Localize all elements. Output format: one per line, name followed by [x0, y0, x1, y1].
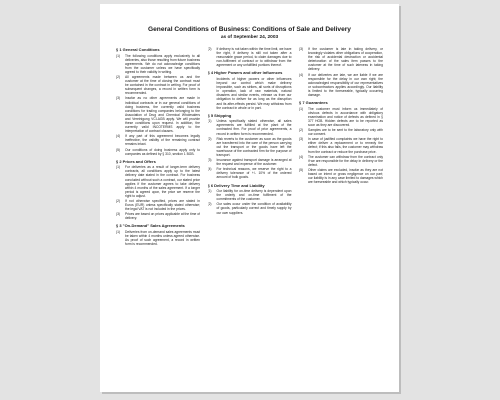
clause: [208, 158, 292, 166]
section-heading: § 7 Guarantees: [299, 100, 328, 106]
column-left: [116, 47, 200, 387]
clause-text: Our sales occur under the condition of availability of goods, particularly correct and timely supply by our own suppliers.: [216, 202, 292, 215]
clause-number: (2): [207, 136, 212, 141]
clause-number: (2): [207, 202, 212, 207]
clause-text: Incidents of higher powers or other influences beyond our control which make delivery impossible, such as strikes, all sorts of disruptions in operation, lack of raw materials, natural disasters and similar events, release us from our obligation to deliver for as long as the disruption and its after-effects persist. We may withdraw from the contract in whole or in part.: [216, 76, 292, 110]
clause-text: Other claims are excluded, insofar as they are not based on intent or gross negligence on our part; our liability is in any case limited to damages which are foreseeable and which typically occur.: [308, 167, 383, 185]
clause: [116, 165, 200, 198]
clause: [208, 77, 292, 110]
clause: [208, 189, 292, 201]
clause: [116, 96, 200, 133]
clause-text: Our conditions of doing business apply only to companies as defined by § 310, section 1 BGB.: [125, 147, 200, 156]
clause-number: (4): [299, 72, 304, 77]
clause-number: (2): [207, 47, 212, 51]
section: [208, 183, 292, 215]
clause-number: (3): [116, 96, 121, 101]
clause-text: If not otherwise specified, prices are stated in Euros (EUR) unless specifically stated otherwise; the legal VAT is not included in the prices.: [125, 199, 200, 212]
clause: [299, 107, 383, 127]
clause-number: (4): [299, 154, 304, 159]
clause-text: Risk reverts to the customer as soon as the goods are transferred into the care of the person carrying out the transport or the goods have left the warehouse of the contracted firm for the purpose of transport.: [216, 136, 292, 157]
section-heading: § 5 Shipping: [207, 112, 232, 118]
clause-text: For deliveries as a result of longer-term delivery contracts, all conditions apply up to the latest delivery date stated in the contract. For business concluded without such a contract, our stated price applies if the customer agrees to take delivery within 4 months of the sales agreement. If a longer period is agreed upon, the price we reserve the right to adjust.: [125, 165, 200, 198]
section: [208, 70, 292, 109]
section: [208, 47, 292, 67]
clause: [116, 134, 200, 146]
clause: [208, 167, 292, 179]
clause: [299, 73, 383, 98]
clause: [116, 230, 200, 246]
clause: [299, 155, 383, 167]
clause: [208, 202, 292, 214]
clause-text: Insurance against transport damage is arranged at the request and expense of the customer.: [216, 158, 292, 167]
clause-text: Samples are to be sent to the laboratory only with our consent.: [308, 128, 383, 137]
clause-number: (3): [207, 158, 212, 163]
clause-number: (2): [116, 199, 121, 203]
clause-text: The customer must inform us immediately of obvious defects in accordance with obligatory examination and notice of defects as defined in § 377 HGB. Hidden defects are to be reported as soon as they are discovered.: [308, 106, 383, 127]
section-heading: § 6 Delivery Time and Liability: [207, 182, 265, 188]
clause-text: Deliveries from on-demand sales agreements must be taken within 4 months unless agreed otherwise. As proof of such agreement, a record in written form is recommended.: [125, 229, 200, 247]
section: [116, 159, 200, 221]
column-middle: [208, 47, 292, 387]
clause: [299, 128, 383, 136]
clause-number: (5): [299, 167, 304, 172]
clause: [116, 199, 200, 211]
document-page: [100, 4, 399, 392]
clause-text: All agreements made between us and the customer at the time of closing the contract must be contained in the contract in writing. For proof of subsequent changes, a record in written form is recommended.: [125, 74, 200, 96]
clause: [299, 137, 383, 153]
section: [299, 100, 383, 184]
clause-number: (3): [116, 212, 121, 217]
clause: [208, 137, 292, 157]
clause-text: Prices are based on prices applicable at the time of delivery.: [125, 212, 200, 221]
clause-number: (3): [299, 137, 304, 142]
clause: [299, 47, 383, 72]
clause-number: (2): [299, 128, 304, 133]
clause: [116, 75, 200, 95]
column-right: [299, 47, 383, 387]
clause-text: The following conditions apply exclusively to all deliveries, also those resulting from future business agreements. We do not acknowledge conditions from the customer unless we have specifically agreed to their validity in writing.: [125, 53, 200, 74]
clause-number: (1): [207, 119, 212, 124]
clause-number: [208, 77, 217, 110]
clause: [116, 212, 200, 220]
section-heading: § 2 Prices and Offers: [116, 158, 156, 164]
section-heading: § 4 Higher Powers and other Influences: [207, 70, 283, 76]
clause-number: (1): [116, 53, 121, 58]
clause-number: (3): [299, 47, 304, 51]
clause-text: For technical reasons, we reserve the right to a delivery tolerance of +/- 10% of the ordered amount of bulk goods.: [216, 167, 292, 180]
clause: [116, 54, 200, 74]
section-heading: § 1 General Conditions: [116, 47, 160, 52]
clause-text: If our deliveries are late, we are liable if we are responsible for the delay in our own right; the acknowledged responsibility of our representatives or subcontractors applies accordingly. Our liability is limited to the foreseeable, typically occurring damage.: [308, 72, 383, 98]
document-title: General Conditions of Business: Conditions of Sale and Delivery: [148, 26, 351, 33]
clause-text: Unless specifically stated otherwise, all sales agreements are fulfilled at the plant of the contracted firm. For proof of prior agreements, a record in written form is recommended.: [216, 119, 292, 136]
clause-number: (2): [116, 74, 121, 79]
clause-text: If delivery is not taken within the time limit, we have the right, if delivery is still not taken after a reasonable grace period, to claim damages due to non-fulfilment of contract or to withdraw from the agreement or any unfulfilled portions thereof.: [216, 47, 292, 68]
section: [208, 113, 292, 180]
section-heading: § 3 "On-Demand" Sales Agreements: [116, 223, 185, 229]
clause-number: (1): [207, 189, 212, 194]
clause-text: If the customer is late in taking delivery, or knowingly violates other obligations of cooperation, the risk of accidental destruction or accidental deterioration of the sales item passes to the customer at the time of such lateness in taking delivery.: [308, 47, 383, 72]
section: [116, 223, 200, 246]
clause-number: (1): [116, 229, 121, 234]
clause-number: (1): [299, 106, 304, 111]
clause-number: (1): [116, 165, 121, 170]
clause-number: (4): [207, 167, 212, 172]
clause-text: In case of justified complaints we have the right to either deliver a replacement or to remedy the defect; if this also fails, the customer may withdraw from the contract or reduce the purchase price.: [308, 137, 383, 154]
clause-text: The customer can withdraw from the contract only if we are responsible for the delay in delivery or the defect.: [308, 154, 383, 167]
clause-number: (5): [116, 147, 121, 152]
clause-text: If any part of this agreement becomes legally ineffective, the validity of the remaining contract remains intact.: [125, 134, 200, 147]
clause: [208, 119, 292, 135]
clause: [116, 148, 200, 156]
clause: [299, 168, 383, 184]
text-columns: [116, 47, 383, 387]
clause-text: Our liability for on-time delivery is dependent upon the orderly and on-time fulfilment of the commitments of the customer.: [216, 189, 292, 202]
clause-number: (4): [116, 134, 121, 139]
clause: [208, 47, 292, 67]
document-date: as of September 24, 2003: [220, 35, 279, 40]
clause-text: Insofar as no other agreements are made in individual contracts or in our general conditions of doing business, the currently valid business conditions for trading companies belonging to the Association of Drug and Chemical Wholesalers and Vereinigung VCI-AGB apply. We will provide these conditions upon request. In addition, the currently valid INCOTERMS apply to the interpretation of contract clauses.: [125, 96, 200, 134]
section: [116, 47, 200, 156]
section: [299, 47, 383, 97]
